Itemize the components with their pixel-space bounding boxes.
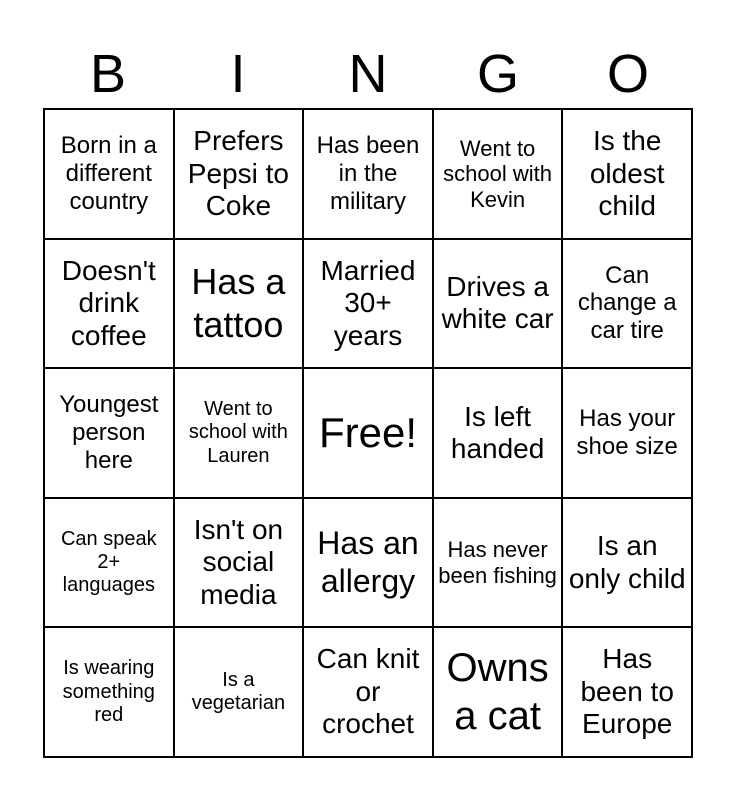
bingo-cell[interactable]: Has been to Europe bbox=[562, 627, 692, 757]
bingo-cell[interactable]: Drives a white car bbox=[433, 239, 563, 369]
bingo-cell[interactable]: Is an only child bbox=[562, 498, 692, 628]
header-letter-o: O bbox=[606, 44, 649, 104]
bingo-cell[interactable]: Married 30+ years bbox=[303, 239, 433, 369]
bingo-header bbox=[43, 40, 693, 108]
bingo-cell[interactable]: Can speak 2+ languages bbox=[44, 498, 174, 628]
header-letter-b: B bbox=[89, 44, 127, 104]
bingo-cell[interactable]: Has never been fishing bbox=[433, 498, 563, 628]
header-letter-g: G bbox=[476, 44, 519, 104]
bingo-cell[interactable]: Can change a car tire bbox=[562, 239, 692, 369]
bingo-cell[interactable]: Is a vegetarian bbox=[174, 627, 304, 757]
bingo-cell[interactable]: Is wearing something red bbox=[44, 627, 174, 757]
bingo-cell[interactable]: Is left handed bbox=[433, 368, 563, 498]
bingo-cell[interactable]: Owns a cat bbox=[433, 627, 563, 757]
bingo-cell[interactable]: Isn't on social media bbox=[174, 498, 304, 628]
bingo-cell[interactable]: Has an allergy bbox=[303, 498, 433, 628]
bingo-cell[interactable]: Has your shoe size bbox=[562, 368, 692, 498]
bingo-card-grid bbox=[43, 108, 693, 758]
bingo-cell[interactable]: Can knit or crochet bbox=[303, 627, 433, 757]
free-space-cell[interactable]: Free! bbox=[303, 368, 433, 498]
bingo-cell[interactable]: Youngest person here bbox=[44, 368, 174, 498]
header-letter-i: I bbox=[230, 44, 246, 104]
bingo-cell[interactable]: Doesn't drink coffee bbox=[44, 239, 174, 369]
bingo-cell[interactable]: Born in a different country bbox=[44, 109, 174, 239]
bingo-cell[interactable]: Prefers Pepsi to Coke bbox=[174, 109, 304, 239]
bingo-cell[interactable]: Has been in the military bbox=[303, 109, 433, 239]
bingo-cell[interactable]: Went to school with Kevin bbox=[433, 109, 563, 239]
header-letter-n: N bbox=[348, 44, 388, 104]
bingo-cell[interactable]: Went to school with Lauren bbox=[174, 368, 304, 498]
bingo-cell[interactable]: Has a tattoo bbox=[174, 239, 304, 369]
bingo-cell[interactable]: Is the oldest child bbox=[562, 109, 692, 239]
